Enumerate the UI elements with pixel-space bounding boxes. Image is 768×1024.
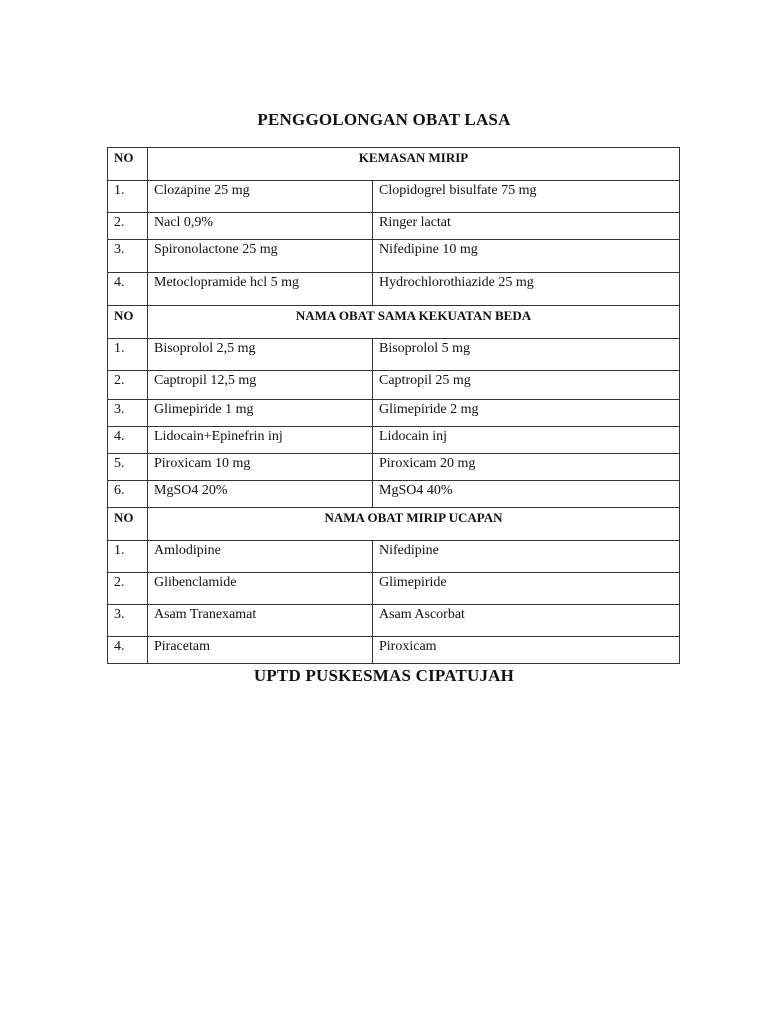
row-number: 3. xyxy=(108,240,148,273)
drug-name-b: Lidocain inj xyxy=(373,427,680,454)
drug-name-b: MgSO4 40% xyxy=(373,481,680,508)
row-number: 6. xyxy=(108,481,148,508)
table-row xyxy=(108,400,680,427)
drug-name-a: MgSO4 20% xyxy=(148,481,373,508)
table-row xyxy=(108,371,680,400)
row-number: 4. xyxy=(108,273,148,306)
drug-name-b: Hydrochlorothiazide 25 mg xyxy=(373,273,680,306)
drug-name-a: Metoclopramide hcl 5 mg xyxy=(148,273,373,306)
row-number: 4. xyxy=(108,637,148,664)
no-column-header: NO xyxy=(108,508,148,541)
section-heading-kekuatan-beda: NAMA OBAT SAMA KEKUATAN BEDA xyxy=(148,306,680,339)
row-number: 1. xyxy=(108,541,148,573)
drug-name-b: Piroxicam 20 mg xyxy=(373,454,680,481)
section-header-row xyxy=(108,306,680,339)
drug-name-b: Nifedipine xyxy=(373,541,680,573)
table-row xyxy=(108,541,680,573)
footer-institution: UPTD PUSKESMAS CIPATUJAH xyxy=(253,666,515,685)
drug-name-a: Captropil 12,5 mg xyxy=(148,371,373,400)
lasa-table xyxy=(107,147,680,664)
drug-name-b: Bisoprolol 5 mg xyxy=(373,339,680,371)
row-number: 4. xyxy=(108,427,148,454)
drug-name-a: Amlodipine xyxy=(148,541,373,573)
table-row xyxy=(108,573,680,605)
drug-name-a: Clozapine 25 mg xyxy=(148,181,373,213)
no-column-header: NO xyxy=(108,148,148,181)
drug-name-a: Bisoprolol 2,5 mg xyxy=(148,339,373,371)
drug-name-b: Captropil 25 mg xyxy=(373,371,680,400)
drug-name-b: Clopidogrel bisulfate 75 mg xyxy=(373,181,680,213)
row-number: 2. xyxy=(108,371,148,400)
section-heading-kemasan-mirip: KEMASAN MIRIP xyxy=(148,148,680,181)
row-number: 3. xyxy=(108,400,148,427)
drug-name-a: Glimepiride 1 mg xyxy=(148,400,373,427)
table-row xyxy=(108,454,680,481)
page-title: PENGGOLONGAN OBAT LASA xyxy=(257,110,511,129)
table-row xyxy=(108,637,680,664)
section-header-row xyxy=(108,508,680,541)
drug-name-a: Glibenclamide xyxy=(148,573,373,605)
drug-name-b: Glimepiride xyxy=(373,573,680,605)
table-row xyxy=(108,240,680,273)
section-header-row xyxy=(108,148,680,181)
row-number: 5. xyxy=(108,454,148,481)
row-number: 3. xyxy=(108,605,148,637)
table-row xyxy=(108,273,680,306)
drug-name-b: Glimepiride 2 mg xyxy=(373,400,680,427)
row-number: 1. xyxy=(108,181,148,213)
table-row xyxy=(108,481,680,508)
drug-name-b: Nifedipine 10 mg xyxy=(373,240,680,273)
section-heading-mirip-ucapan: NAMA OBAT MIRIP UCAPAN xyxy=(148,508,680,541)
drug-name-a: Nacl 0,9% xyxy=(148,213,373,240)
table-row xyxy=(108,181,680,213)
drug-name-a: Spironolactone 25 mg xyxy=(148,240,373,273)
row-number: 2. xyxy=(108,213,148,240)
row-number: 1. xyxy=(108,339,148,371)
drug-name-a: Piracetam xyxy=(148,637,373,664)
table-row xyxy=(108,605,680,637)
table-row xyxy=(108,339,680,371)
drug-name-a: Lidocain+Epinefrin inj xyxy=(148,427,373,454)
table-row xyxy=(108,427,680,454)
drug-name-b: Asam Ascorbat xyxy=(373,605,680,637)
row-number: 2. xyxy=(108,573,148,605)
drug-name-b: Piroxicam xyxy=(373,637,680,664)
table-row xyxy=(108,213,680,240)
no-column-header: NO xyxy=(108,306,148,339)
drug-name-a: Piroxicam 10 mg xyxy=(148,454,373,481)
drug-name-a: Asam Tranexamat xyxy=(148,605,373,637)
drug-name-b: Ringer lactat xyxy=(373,213,680,240)
